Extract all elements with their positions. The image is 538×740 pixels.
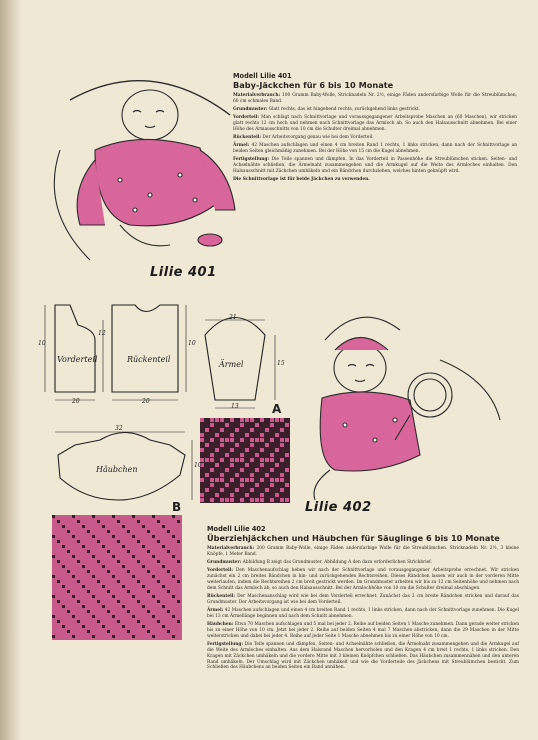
model402-paragraph	[207, 642, 519, 672]
model401-paragraph	[233, 143, 517, 155]
measure-h-side: 10	[194, 462, 202, 469]
model-402-paragraphs	[207, 546, 519, 671]
paragraph-label: Fertigstellung:	[207, 641, 244, 647]
paragraph-text: Der Maschenanschlag wird wie bei dem Vorderteil errechnet. Zunächst das 2 cm breite Rändchen stricken und darauf das Grundmuster. Der Arbeitsvorgang ist wie bei dem Vorderteil.	[207, 593, 519, 605]
swatch-b	[52, 515, 182, 640]
paragraph-text: Die Teile spannen und dämpfen, Seiten- und Achselnähte schließen, die Ärmelnaht zusammengehen und die Armkugel auf die Weite des Armloches einhalten. Aus dem Halsrand Maschen hervorholen und den Kragen 4 cm breit 1 rechts, 1 links stricken. Den Kragen mit Zäckchen umhäkeln und die vordere Mitte mit 3 kleinen Knöpfchen schließen. Das Häubchen zusammennähen und den unteren Rand umhäkeln. Der Umschlag wird mit Zäckchen umhäkelt und wie die Vorderteile des Jäckchens mit Streublümchen bestickt. Zum Schließen des Häubchens an beiden Seiten ein Band annähen.	[207, 641, 519, 671]
model402-paragraph	[207, 608, 519, 620]
model-402-heading: Modell Lilie 402	[207, 525, 266, 533]
model402-paragraph	[207, 622, 519, 640]
model401-paragraph	[233, 157, 517, 175]
vorderteil-label: Vorderteil	[57, 355, 98, 364]
aermel-label: Ärmel	[219, 360, 244, 369]
paragraph-text: Glatt rechts, das ist hingehend rechts, zurückgehend links gestrickt.	[268, 107, 421, 112]
model-401-subheading: Baby-Jäckchen für 6 bis 10 Monate	[233, 80, 394, 90]
paragraph-label: Materialverbrauch:	[207, 546, 255, 551]
measure-r-side: 10	[188, 340, 196, 347]
measure-a-top: 21	[229, 314, 237, 321]
paragraph-label: Vorderteil:	[207, 568, 233, 574]
paragraph-text: 100 Gramm Baby-Wolle, Stricknadeln Nr. 2½, einige Fäden andersfarbige Wolle für die Streublümchen, 60 cm schmales Band.	[233, 93, 518, 104]
paragraph-text: Man schlägt nach Schnittvorlage und voraussgegangener Arbeitsprobe Maschen an (60 Maschen), wir stricken glatt rechts 12 cm hoch und nehmen nach Schnittvorlage das Armloch ab. So auch den Halsausschnitt abnehmen. Bei einer Höhe des Armausschnitts von 10 cm die Schulter dreimal abnehmen.	[233, 115, 517, 132]
model402-paragraph	[207, 560, 519, 566]
baby-401-illustration	[54, 81, 235, 260]
paragraph-label: Grundmuster:	[207, 560, 242, 565]
rueckenteil-label: Rückenteil	[127, 355, 171, 364]
model401-paragraph	[233, 135, 517, 141]
model-401-text	[233, 72, 517, 185]
measure-h-top: 32	[115, 425, 123, 432]
paragraph-text: 42 Maschen aufschlagen und einen 4 cm breiten Rand 1 rechts, 1 links stricken, dann nach der Schnittvorlage zunehmen. Die Kugel bei 13 cm Ärmellänge beginnen und nach dem Schnitt abnehmen.	[207, 607, 519, 619]
rueckenteil-schematic	[112, 305, 186, 400]
model401-paragraph	[233, 93, 517, 105]
figure-letter-a: A	[272, 402, 282, 416]
paragraph-label: Häubchen:	[207, 621, 234, 627]
measure-r-bottom: 20	[142, 398, 150, 405]
haeubchen-label: Häubchen	[96, 465, 138, 474]
vorderteil-schematic	[45, 305, 103, 400]
paragraph-text: Die Schnittvorlage ist für beide Jäckchen zu verwenden.	[233, 177, 370, 182]
model-401-heading: Modell Lilie 401	[233, 72, 292, 80]
paragraph-text: Der Arbeitsvorgang genau wie bei dem Vorderteil.	[262, 135, 374, 140]
paragraph-text: Abbildung B zeigt das Grundmuster, Abbildung A den dazu erforderlichen Strickbrief.	[242, 560, 433, 565]
paragraph-text: Die Teile spannen und dämpfen. In das Vorderteil in Passenhöhe die Streublümchen sticken. Seiten- und Achselnähte schließen, die Ärmelnaht zusammengehen und die Armkugel auf die Weite des Armloches einhalten. Den Halsausschnitt mit Zäckchen umhäkeln und ein Bändchen durchziehen, welches hinten geknüpft wird.	[233, 157, 518, 174]
paragraph-text: 42 Maschen aufschlagen und einen 4 cm breiten Rand 1 rechts, 1 links stricken, dann nach der Schnittvorlage an beiden Seiten gleichmäßig zunehmen. Bei der Höhe von 15 cm die Kugel abnehmen.	[233, 143, 517, 154]
measure-v-bottom: 20	[72, 398, 80, 405]
paragraph-text: Den Maschenaufschlag heben wir nach der Schnittvorlage und vorausgegangener Arbeitsprobe errechnet. Wir stricken zunächst ein 2 cm breites Bändchen in hin- und zurückgehenden Rechtsreihen. Dieses Rändchen lassen wir auch in der vorderen Mitte weiterlaufen, indem die Rechtsreihen 2 cm breit gestrickt werden. Im Grundmuster arbeiten wir bis zu 12 cm Seitenhöhe und nehmen nach dem Schnitt das Armloch ab, so auch den Halsausschnitt. Bei der Armlochhöhe von 10 cm die Schulter dreimal abschlagen.	[207, 568, 519, 591]
paragraph-text: Etwa 70 Maschen aufschlagen und 5 mal bei jeder 2. Reihe auf beiden Seiten 1 Masche zunehmen. Dann gerade weiter stricken bis zu einer Höhe von 10 cm. Jetzt bei jeder 2. Reihe auf beiden Seiten 4 mal 7 Maschen abstricken, dann die 29 Maschen in der Mitte weiterstricken und dabei bei jeder 4. Reihe auf jeder Seite 1 Masche abnehmen bis zu einer Höhe von 10 cm.	[207, 621, 519, 639]
model402-paragraph	[207, 594, 519, 606]
model401-paragraph	[233, 107, 517, 113]
model402-paragraph	[207, 568, 519, 592]
model402-paragraph	[207, 546, 519, 558]
paragraph-label: Vorderteil:	[233, 115, 259, 121]
paragraph-label: Rückenteil:	[207, 593, 236, 599]
paragraph-text: 200 Gramm Baby-Wolle, einige Fäden andersfarbige Wolle für die Streublümchen. Stricknadeln Nr. 2½, 3 kleine Knöpfe, 1 Meter Band.	[207, 546, 519, 557]
measure-a-side: 15	[277, 360, 285, 367]
paragraph-label: Ärmel:	[233, 143, 250, 149]
paragraph-label: Grundmuster:	[233, 107, 268, 112]
measure-v-side2: 12	[98, 330, 106, 337]
paragraph-label: Fertigstellung:	[233, 157, 270, 163]
model401-paragraph	[233, 115, 517, 133]
paragraph-label: Ärmel:	[207, 607, 224, 613]
model401-paragraph	[233, 177, 517, 183]
paragraph-label: Materialverbrauch:	[233, 93, 281, 98]
paragraph-label: Rückenteil:	[233, 135, 262, 140]
caption-lilie-401: Lilie 401	[150, 265, 217, 280]
caption-lilie-402: Lilie 402	[305, 500, 372, 515]
measure-a-bottom: 13	[231, 403, 239, 410]
baby-402-illustration	[314, 317, 500, 500]
swatch-a	[200, 418, 290, 503]
figure-letter-b: B	[172, 500, 182, 514]
model-402-subheading: Überziehjäckchen und Häubchen für Säuglinge 6 bis 10 Monate	[207, 533, 500, 543]
model-401-paragraphs	[233, 93, 517, 183]
measure-v-side: 10	[38, 340, 46, 347]
model-402-text	[207, 525, 519, 674]
